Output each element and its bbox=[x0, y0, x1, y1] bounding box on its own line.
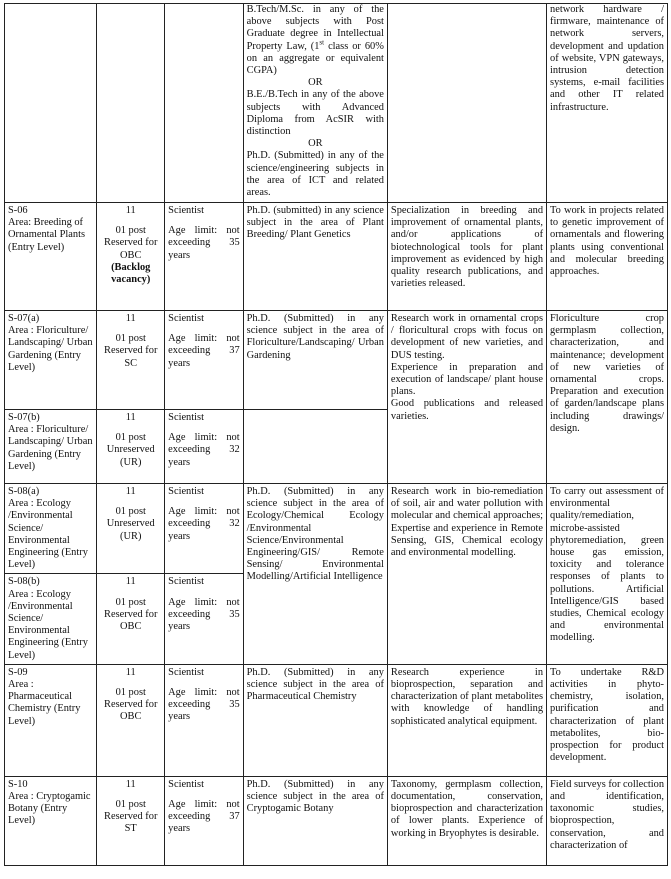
desirable-text: Research experience in bioprospection, separation and characterization of plant metabolites with knowledge of handling sophisticated analytical equipment. bbox=[390, 666, 544, 727]
job-profile-cell bbox=[547, 311, 668, 484]
qualification-cell bbox=[243, 311, 387, 410]
posts-cell bbox=[97, 484, 165, 574]
age-limit: Age limit: not exceeding 32 years bbox=[168, 506, 240, 542]
designation-cell bbox=[165, 410, 243, 484]
qualification-text: Ph.D. (Submitted) in any science subject in the area of Ecology/Chemical Ecology /Environmental Science/Environmental Engineering/GIS/ Remote Sensing/ Environmental Modelling/Artificial Intelligence bbox=[246, 486, 384, 583]
post-code: S-07(b) bbox=[8, 412, 40, 423]
table-row-s08a bbox=[5, 484, 668, 574]
post-area: Area: Breeding of Ornamental Plants (Entry Level) bbox=[8, 217, 86, 253]
post-code: S-07(a) bbox=[8, 313, 40, 324]
table-row-s07a bbox=[5, 311, 668, 410]
post-code-cell bbox=[5, 484, 97, 574]
desirable-cell bbox=[387, 664, 546, 776]
posts-cell bbox=[97, 664, 165, 776]
reservation: 01 post Reserved for OBC bbox=[104, 225, 158, 261]
posts-cell bbox=[97, 574, 165, 664]
age-limit: Age limit: not exceeding 37 years bbox=[168, 799, 240, 835]
post-code-cell bbox=[5, 574, 97, 664]
age-limit: Age limit: not exceeding 35 years bbox=[168, 687, 240, 723]
qualification-or: OR bbox=[308, 77, 323, 89]
qualification-text: B.Tech/M.Sc. in any of the above subjects with Post Graduate degree in Intellectual Property Law, (1st class or 60% on an aggregate or equivalent CGPA) bbox=[246, 4, 384, 77]
posts-count: 11 bbox=[125, 412, 136, 423]
desirable-text-2: Experience in preparation and execution of landscape/ plant house plans. bbox=[390, 361, 544, 398]
qualification-or-2: OR bbox=[308, 138, 323, 150]
age-limit: Age limit: not exceeding 35 years bbox=[168, 596, 240, 633]
qualification-cell bbox=[243, 203, 387, 311]
post-area: Area : Ecology /Environmental Science/ Environmental Engineering (Entry Level) bbox=[8, 588, 88, 661]
post-code-cell bbox=[5, 203, 97, 311]
designation-cell bbox=[165, 203, 243, 311]
qualification-text: Ph.D. (Submitted) in any science subject in the area of Pharmaceutical Chemistry bbox=[246, 666, 384, 703]
designation: Scientist bbox=[168, 313, 204, 324]
qualification-text-3: Ph.D. (Submitted) in any of the science/engineering subjects in the area of ICT and related areas. bbox=[246, 150, 384, 199]
table-row-s10 bbox=[5, 776, 668, 865]
designation-cell bbox=[165, 776, 243, 865]
reservation: 01 post Reserved for OBC bbox=[104, 687, 158, 723]
post-area: Area : Floriculture/ Landscaping/ Urban Gardening (Entry Level) bbox=[8, 424, 93, 472]
reservation: 01 post Reserved for SC bbox=[104, 333, 158, 369]
reservation: 01 post Reserved for ST bbox=[104, 799, 158, 835]
post-code: S-08(a) bbox=[8, 486, 40, 497]
designation: Scientist bbox=[168, 412, 204, 423]
desirable-text: Research work in bio-remediation of soil, air and water pollution with molecular and chemical approaches; Expertise and experience in Remote Sensing, GIS, Chemical ecology and environmental modelling. bbox=[390, 486, 544, 559]
post-area: Area : Pharmaceutical Chemistry (Entry Level) bbox=[8, 679, 81, 727]
posts-cell bbox=[97, 776, 165, 865]
qualification-cell bbox=[243, 664, 387, 776]
job-profile-text: network hardware / firmware, maintenance of network servers, development and updation of website, VPN gateways, intrusion detection systems, e-mail facilities and other IT related infrastructure. bbox=[550, 4, 664, 113]
table-row-s09 bbox=[5, 664, 668, 776]
job-profile-text: To work in projects related to genetic improvement of ornamentals and flowering plants using conventional and molecular breeding approaches. bbox=[550, 205, 664, 278]
post-area: Area : Cryptogamic Botany (Entry Level) bbox=[8, 791, 91, 827]
age-limit: Age limit: not exceeding 35 years bbox=[168, 225, 240, 261]
job-profile-cell bbox=[547, 776, 668, 865]
post-code-cell bbox=[5, 311, 97, 410]
desirable-cell bbox=[387, 311, 546, 484]
designation: Scientist bbox=[168, 205, 204, 216]
recruitment-table bbox=[4, 3, 668, 866]
qualification-cell bbox=[243, 484, 387, 665]
desirable-cell bbox=[387, 203, 546, 311]
job-profile-text: Floriculture crop germplasm collection, characterization, and maintenance; development of new varieties of ornamental crops. Preparation and execution of garden/landscape plans including drawings/ design. bbox=[550, 313, 664, 434]
desirable-cell bbox=[387, 776, 546, 865]
post-code-cell bbox=[5, 664, 97, 776]
post-code: S-10 bbox=[8, 778, 28, 790]
post-code-cell bbox=[5, 776, 97, 865]
age-limit: Age limit: not exceeding 37 years bbox=[168, 333, 240, 369]
qualification-text-2: B.E./B.Tech in any of the above subjects with Advanced Diploma from AcSIR with distinction bbox=[246, 89, 384, 138]
desirable-text: Taxonomy, germplasm collection, documentation, conservation, bioprospection and characterization of lower plants. Experience of working in Bryophytes is desirable. bbox=[390, 778, 544, 839]
posts-cell bbox=[97, 203, 165, 311]
designation: Scientist bbox=[168, 486, 204, 497]
designation-cell bbox=[165, 484, 243, 574]
reservation: 01 post Reserved for OBC bbox=[104, 596, 158, 633]
post-area: Area : Ecology /Environmental Science/ Environmental Engineering (Entry Level) bbox=[8, 498, 88, 571]
posts-cell bbox=[97, 410, 165, 484]
reservation: 01 post Unreserved (UR) bbox=[106, 432, 155, 468]
qualification-text: Ph.D. (Submitted) in any science subject in the area of Floriculture/Landscaping/ Urban Gardening bbox=[246, 313, 384, 361]
job-profile-cell bbox=[547, 484, 668, 665]
desirable-text-3: Good publications and released varieties. bbox=[390, 398, 544, 422]
table-row-continuation bbox=[5, 4, 668, 203]
table-row-s06 bbox=[5, 203, 668, 311]
posts-count: 11 bbox=[125, 576, 136, 588]
posts-count: 11 bbox=[125, 666, 136, 678]
designation-cell bbox=[165, 574, 243, 664]
desirable-cell bbox=[387, 484, 546, 665]
designation: Scientist bbox=[168, 666, 204, 678]
designation-cell bbox=[165, 311, 243, 410]
backlog-note: (Backlog vacancy) bbox=[111, 261, 151, 286]
job-profile-text: Field surveys for collection and identification, taxonomic studies, bioprospection, conservation, and characterization of bbox=[550, 778, 665, 851]
post-code: S-06 bbox=[8, 205, 28, 216]
desirable-cell bbox=[387, 4, 546, 203]
post-area: Area : Floriculture/ Landscaping/ Urban Gardening (Entry Level) bbox=[8, 325, 93, 373]
post-code: S-08(b) bbox=[8, 576, 40, 588]
desirable-text: Specialization in breeding and improvement of ornamental plants, and/or applications of biotechnological tools for plant improvement as evidenced by high quality research publications, and varieties released. bbox=[390, 205, 544, 290]
job-profile-cell bbox=[547, 203, 668, 311]
designation-cell bbox=[165, 4, 243, 203]
qualification-text: Ph.D. (Submitted) in any science subject in the area of Cryptogamic Botany bbox=[246, 778, 384, 815]
age-limit: Age limit: not exceeding 32 years bbox=[168, 432, 240, 468]
posts-count: 11 bbox=[125, 778, 136, 790]
job-profile-text: To carry out assessment of environmental quality/remediation, microbe-assisted phytoremediation, green house gas emission, toxicity and tolerance responses of plants to pollutions. Artificial Intelligence/GIS based studies, Chemical ecology and environmental modelling. bbox=[550, 486, 664, 644]
post-code-cell bbox=[5, 4, 97, 203]
job-profile-cell bbox=[547, 4, 668, 203]
posts-count: 11 bbox=[125, 205, 136, 216]
desirable-text: Research work in ornamental crops / floricultural crops with focus on development of new varieties, and DUS testing. bbox=[390, 313, 544, 361]
job-profile-text: To undertake R&D activities in phyto-chemistry, isolation, purification and characterization of plant metabolites, bio-prospection for product development. bbox=[550, 666, 664, 764]
qualification-text: Ph.D. (submitted) in any science subject in the area of Plant Breeding/ Plant Genetics bbox=[246, 205, 384, 241]
reservation: 01 post Unreserved (UR) bbox=[106, 506, 155, 542]
qualification-cell-empty bbox=[243, 410, 387, 484]
job-profile-cell bbox=[547, 664, 668, 776]
posts-count: 11 bbox=[125, 313, 136, 324]
designation: Scientist bbox=[168, 576, 204, 588]
posts-count: 11 bbox=[125, 486, 136, 497]
posts-cell bbox=[97, 311, 165, 410]
qualification-cell bbox=[243, 776, 387, 865]
qualification-cell bbox=[243, 4, 387, 203]
designation: Scientist bbox=[168, 778, 204, 790]
designation-cell bbox=[165, 664, 243, 776]
post-code-cell bbox=[5, 410, 97, 484]
post-code: S-09 bbox=[8, 666, 28, 678]
posts-cell bbox=[97, 4, 165, 203]
